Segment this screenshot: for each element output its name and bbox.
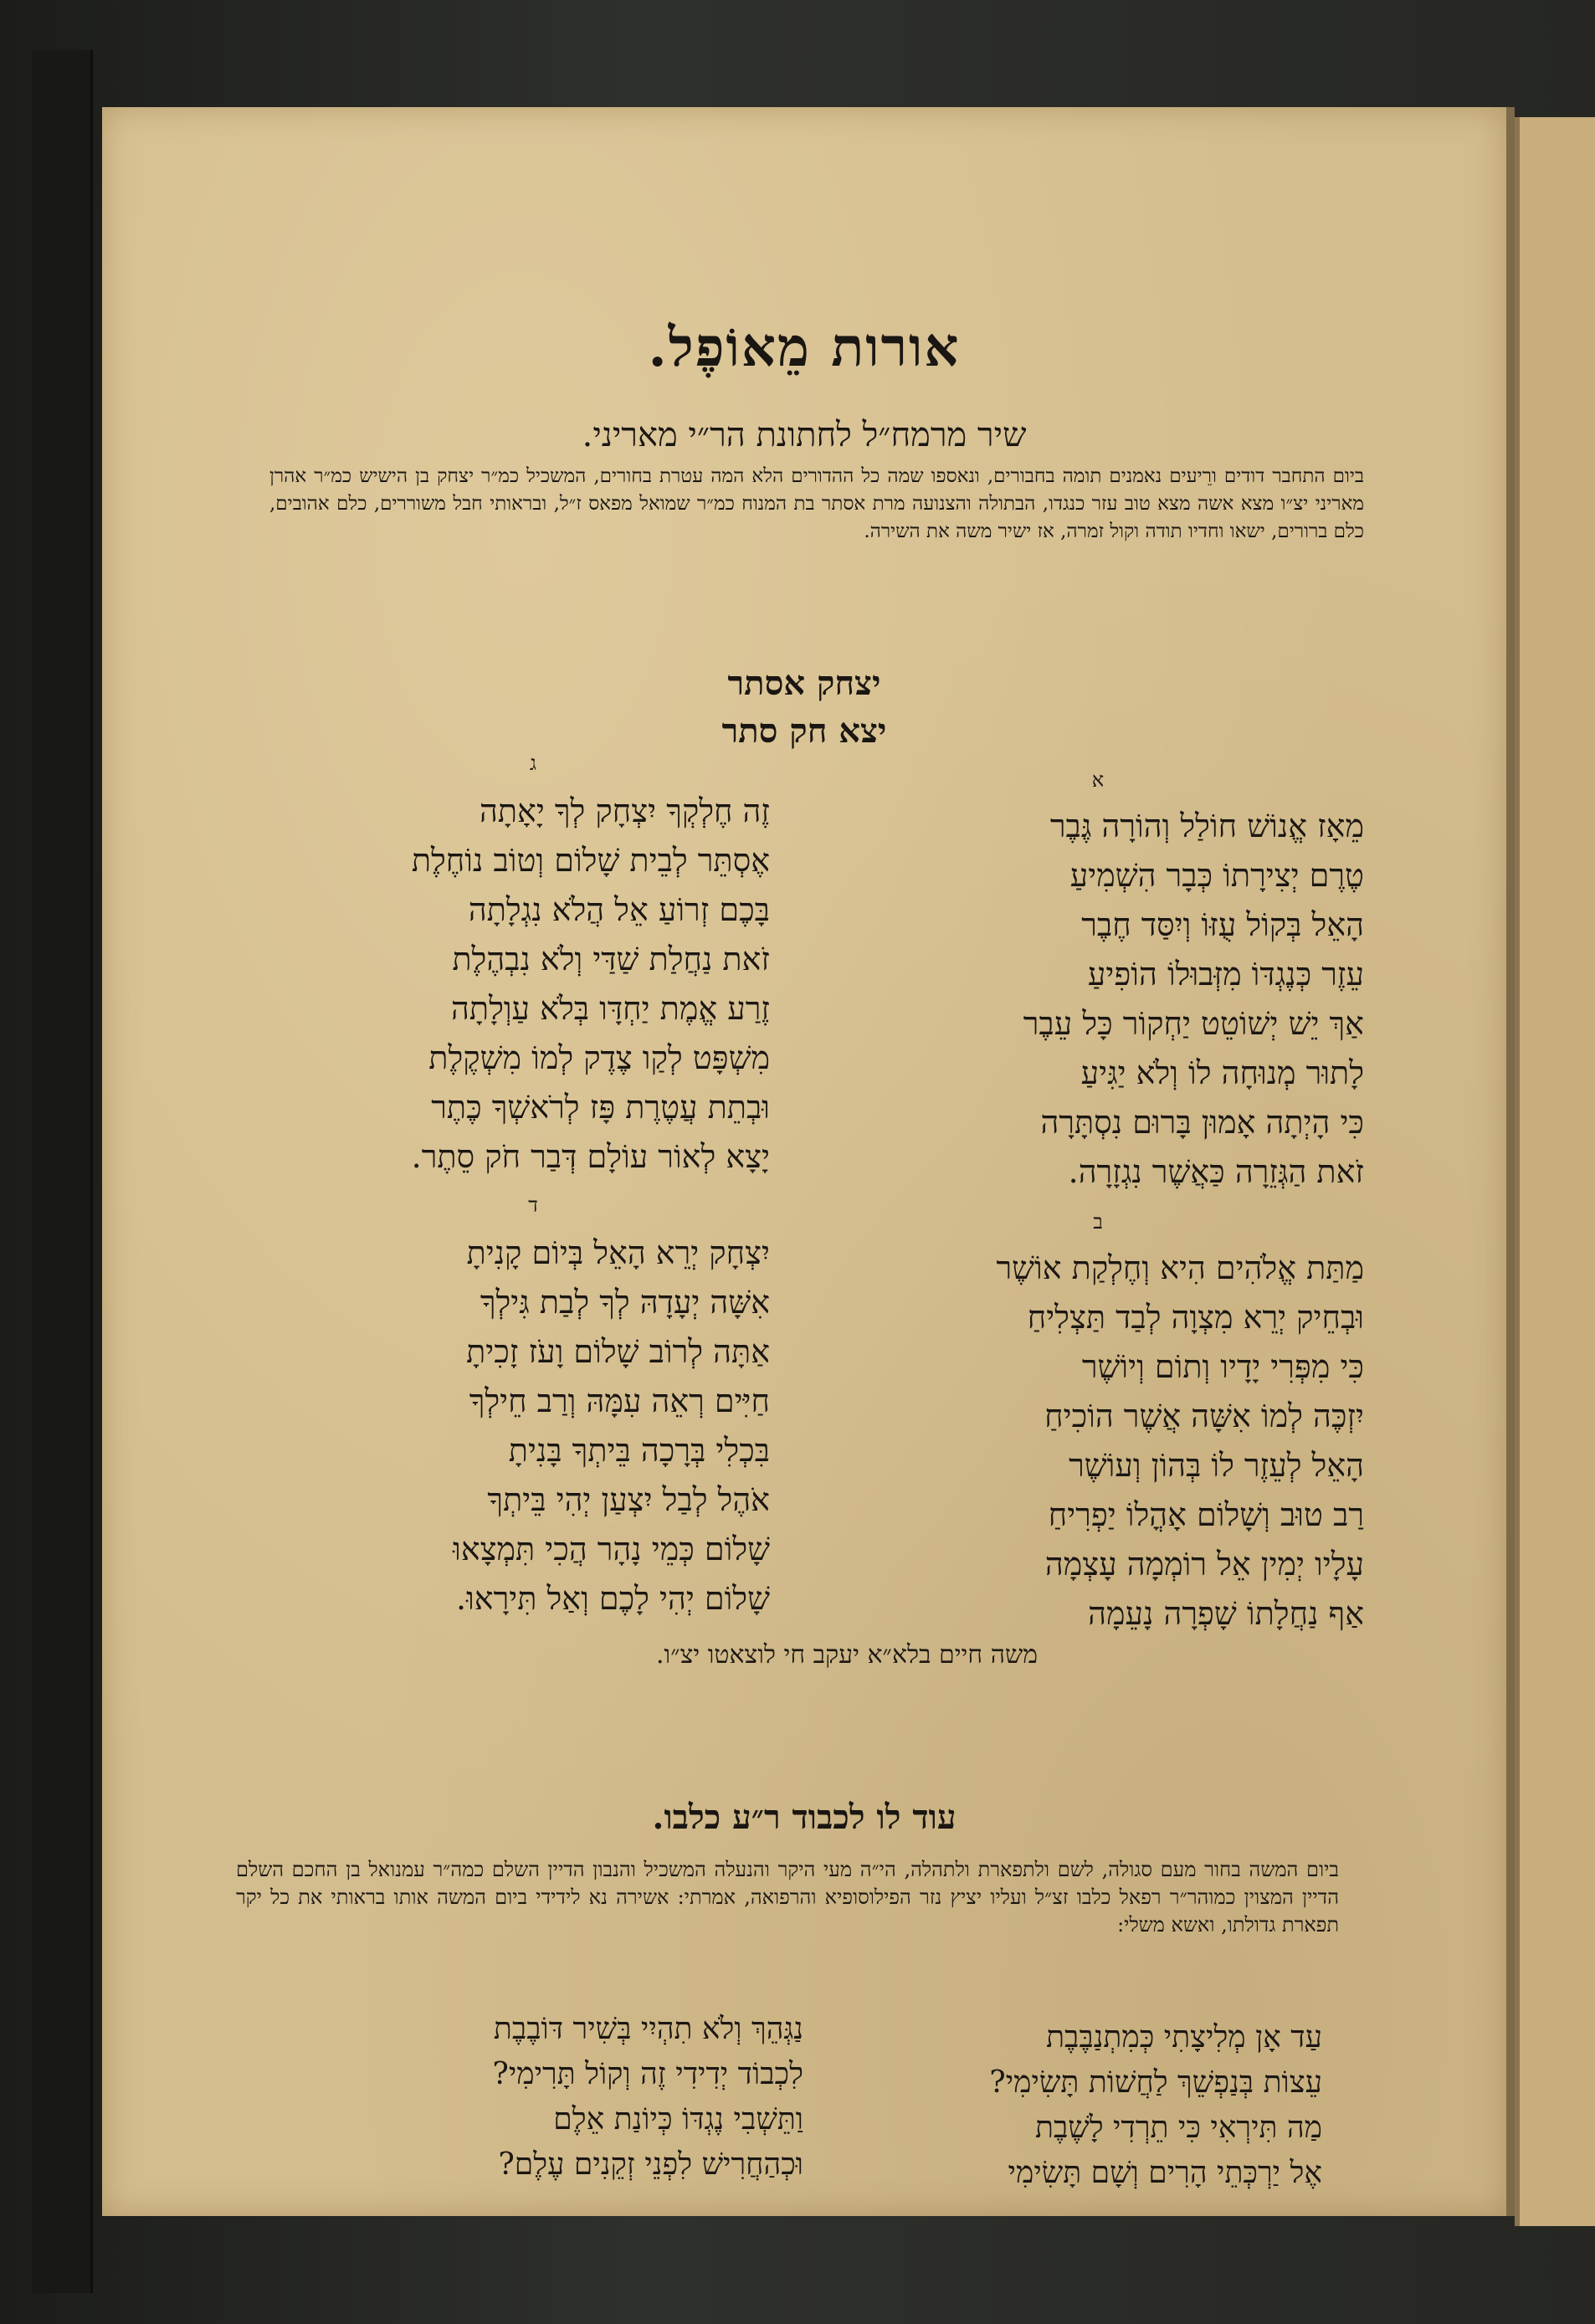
section2-left-verse bbox=[285, 2007, 803, 2188]
verse-line: אֹהֶל לְבַל יִצְעַן יְהִי בֵּיתְךָ bbox=[487, 1481, 770, 1518]
verse-line: בִּכְלִי בְּרָכָה בֵּיתְךָ בָּנִיתָ bbox=[508, 1432, 770, 1469]
poem-signature: משה חיים בלא״א יעקב חי לוצאטו יצ״ו. bbox=[656, 1640, 1038, 1670]
intro-paragraph: ביום התחבר דודים ורֵיעים נאמנים תומה בחבורים, ונאספו שמה כל ההדורים הלא המה עטרת בחורים, המשכיל כמ״ר יצחק בן הישיש כמ״ר אהרן מאריני יצ״ו מצא אשה מצא טוב עזר כנגדו, הבתולה והצנועה מרת אסתר בת המנוח כמ״ר שמואל מפאס ז״ל, ובראותי חבל משוררים, כלם אהובים, כלם ברורים, ישאו וחדיו תודה וקול זמרה, אז ישיר משה את השירה. bbox=[269, 465, 1364, 542]
section2-title: עוד לו לכבוד ר״ע כלבו. bbox=[652, 1798, 956, 1837]
verse-line: בָּכֶם זְרוֹעַ אֵל הֲלֹא נִגְלָתָה bbox=[468, 891, 770, 928]
verse-line: אִשָּׁה יְעָדָהּ לְךָ לְבַת גִּילְךָ bbox=[480, 1284, 770, 1321]
verse-line: כִּי הָיְתָה אָמוּן בָּרוּם נִסְתָּרָה bbox=[1040, 1104, 1364, 1141]
verse-line: הָאֵל לְעֵזֶר לוֹ בְּהוֹן וְעוֹשֶׁר bbox=[1069, 1447, 1364, 1484]
verse-line: לָתוּר מְנוּחָה לוֹ וְלֹא יַגִּיעַ bbox=[1080, 1054, 1364, 1091]
verse-line: אֶל יַרְכְּתֵי הָרִים וְשָׁם תָּשִׂימִי bbox=[1008, 2156, 1322, 2190]
verse-line: עֵזֶר כְּנֶגְדּוֹ מִזְּבוּלוֹ הוֹפִיעַ bbox=[1087, 956, 1364, 993]
verse-line: מֵאָז אֱנוֹשׁ חוֹלַל וְהוֹרָה גֶּבֶר bbox=[1049, 808, 1364, 844]
stanza-gimel bbox=[234, 787, 770, 1182]
verse-line: מַתַּת אֱלֹהִים הִיא וְחֶלְקַת אוֹשֶׁר bbox=[996, 1249, 1364, 1286]
verse-line: אַף נַחֲלָתוֹ שָׁפְרָה נָעֵמָה bbox=[1088, 1595, 1364, 1632]
verse-line: לִכְבוֹד יְדִידִי זֶה וְקוֹל תָּרִימִי? bbox=[492, 2057, 803, 2091]
verse-line: וּכְהַחֲרִישׁ לִפְנֵי זְקֵנִים עֶלֶם? bbox=[498, 2147, 803, 2182]
stanza-alef bbox=[828, 802, 1364, 1197]
verse-line: זֶה חֶלְקְךָ יִצְחָק לְךָ יָאָתָה bbox=[480, 793, 770, 829]
verse-line: וַתֵּשְׁבִי נֶגְדּוֹ כְּיוֹנַת אֵלֶם bbox=[553, 2102, 803, 2137]
page-title: אורות מֵאוֹפֶל. bbox=[648, 316, 961, 379]
stanza-label-bet: ב bbox=[1093, 1210, 1103, 1234]
verse-line: זֹאת נַחֲלַת שַׁדַּי וְלֹא נִבְהֶלֶת bbox=[452, 941, 770, 977]
stanza-label-alef: א bbox=[1091, 768, 1105, 792]
verse-line: עֵצוֹת בְּנַפְשֵׁךְ לַחֲשׁוֹת תָּשִׂימִי? bbox=[989, 2065, 1322, 2100]
verse-line: יָצָא לְאוֹר עוֹלָם דְּבַר חֹק סֵתֶר. bbox=[411, 1138, 770, 1175]
verse-line: וּבְתֵת עֲטֶרֶת פָּז לְרֹאשְׁךָ כֶּתֶר bbox=[431, 1089, 770, 1126]
verse-line: רַב טוּב וְשָׁלוֹם אָהֳלוֹ יַפְרִיחַ bbox=[1048, 1496, 1364, 1533]
verse-line: אַתָּה לְרוֹב שָׁלוֹם וָעֹז זָכִיתָ bbox=[466, 1333, 770, 1370]
names-line-1: יצחק אסתר bbox=[727, 664, 881, 703]
verse-line: חַיִּים רְאֵה עִמָּהּ וְרַב חֵילְךָ bbox=[469, 1383, 770, 1419]
verse-line: שָׁלוֹם יְהִי לָכֶם וְאַל תִּירָאוּ. bbox=[456, 1580, 770, 1617]
verse-line: כִּי מִפְּרִי יָדָיו וְתוֹם וְיוֹשֶׁר bbox=[1081, 1348, 1364, 1385]
stanza-bet bbox=[828, 1244, 1364, 1639]
stanza-label-gimel: ג bbox=[530, 752, 536, 775]
verse-line: מַה תִּירְאִי כִּי תֵרְדִי לָשֶׁבֶת bbox=[1034, 2111, 1322, 2145]
verse-line: שָׁלוֹם כְּמֵי נָהָר הֲכִי תִּמְצָאוּ bbox=[453, 1531, 770, 1567]
verse-line: עַד אָן מְלִיצָתִי כְּמִתְנַבֶּבֶת bbox=[1046, 2020, 1322, 2055]
verse-line: יִזְכֶּה לְמוֹ אִשָּׁה אֲשֶׁר הוֹכִיחַ bbox=[1044, 1398, 1364, 1434]
verse-line: זֹאת הַגְּזֵרָה כַּאֲשֶׁר נִגְזָרָה. bbox=[1068, 1153, 1364, 1190]
verse-line: טֶרֶם יְצִירָתוֹ כְּבָר הִשְׁמִיעַ bbox=[1069, 857, 1364, 894]
verse-line: אֶסְתֵּר לְבֵית שָׁלוֹם וְטוֹב נוֹחֶלֶת bbox=[411, 842, 770, 879]
document-page bbox=[102, 107, 1506, 2216]
verse-line: זֶרַע אֱמֶת יַחְדָּו בְּלֹא עַוְלָתָה bbox=[451, 990, 770, 1027]
adjacent-page-edge bbox=[1515, 117, 1595, 2226]
stanza-label-dalet: ד bbox=[528, 1193, 538, 1217]
section2-intro: ביום המשה בחור מעם סגולה, לשם ולתפארת ולתהלה, הי״ה מעי היקר והנעלה המשכיל והנבון הדיין השלם כמה״ר עמנואל בן החכם השלם הדיין המצוין כמוהר״ר רפאל כלבו זצ״ל ועליו יציץ נזר הפילוסופיא והרפואה, אמרתי: אשירה נא לידידי ביום המשה אותו בראותי את כל יקר תפארת גדולתו, ואשא משלי: bbox=[236, 1858, 1340, 1937]
section2-right-verse bbox=[820, 2015, 1322, 2196]
poem-subtitle: שיר מרמח״ל לחתונת הר״י מאריני. bbox=[582, 416, 1027, 454]
stanza-dalet bbox=[234, 1229, 770, 1624]
verse-line: עָלָיו יְמִין אֵל רוֹמְמָה עָצְמָה bbox=[1044, 1546, 1364, 1583]
book-binding bbox=[32, 50, 93, 2293]
names-line-2: יצא חק סתר bbox=[721, 711, 887, 751]
verse-line: נַגְּהֵךְ וְלֹא תִהְיִי בְּשִׁיר דּוֹבֶבֶת bbox=[493, 2012, 803, 2046]
page-gutter bbox=[1506, 107, 1515, 2216]
verse-line: וּבְחֵיק יְרֵא מִצְוָה לְבַד תַּצְלִיחַ bbox=[1027, 1299, 1364, 1336]
verse-line: הָאֵל בְּקוֹל עֻזּוֹ וְיִסַּד חֶבֶר bbox=[1081, 906, 1364, 943]
verse-line: מִשְׁפָּט לְקַו צֶדֶק לְמוֹ מִשְׁקֶלֶת bbox=[428, 1039, 770, 1076]
verse-line: יִצְחָק יְרֵא הָאֵל בְּיוֹם קָנִיתָ bbox=[466, 1234, 770, 1271]
verse-line: אַךְ יֵשׁ יְשׁוֹטֵט יַחְקוֹר כָּל עֵבֶר bbox=[1023, 1005, 1364, 1042]
